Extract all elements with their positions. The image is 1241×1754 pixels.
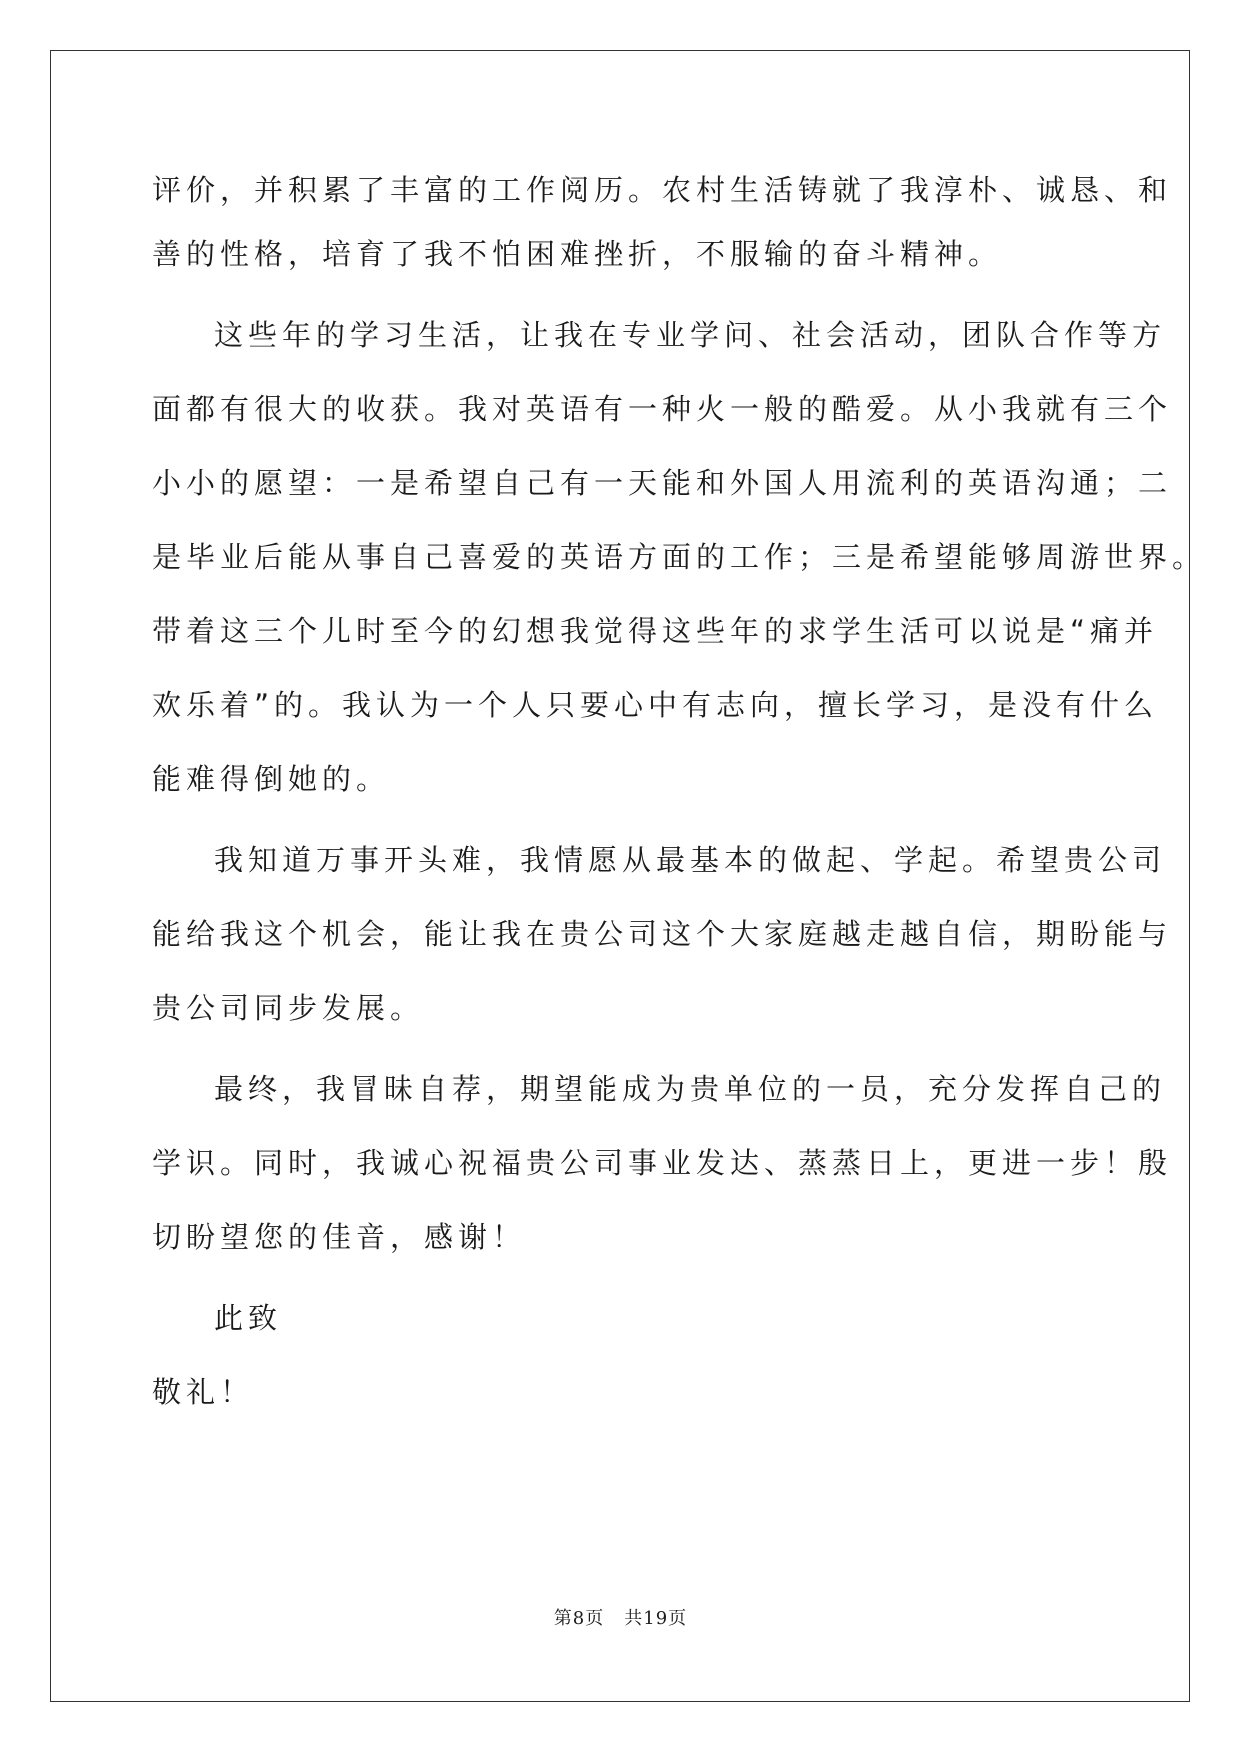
text-line: 贵公司同步发展。 [152,991,425,1025]
text-line: 是毕业后能从事自己喜爱的英语方面的工作；三是希望能够周游世界。 [152,540,1207,574]
text-line: 评价，并积累了丰富的工作阅历。农村生活铸就了我淳朴、诚恳、和 [152,173,1173,207]
closing-salutation: 此致 [214,1301,283,1335]
text-line: 善的性格，培育了我不怕困难挫折，不服输的奋斗精神。 [152,237,1003,271]
text-line: 小小的愿望：一是希望自己有一天能和外国人用流利的英语沟通；二 [152,466,1173,500]
paragraph-start-line: 我知道万事开头难，我情愿从最基本的做起、学起。希望贵公司 [214,843,1167,877]
closing-regards: 敬礼！ [152,1375,255,1409]
page-total: 共19页 [624,1608,688,1629]
page-footer [0,1608,1241,1630]
text-line: 切盼望您的佳音，感谢！ [152,1220,527,1254]
paragraph-start-line: 最终，我冒昧自荐，期望能成为贵单位的一员，充分发挥自己的 [214,1072,1167,1106]
page-number: 第8页 [553,1608,605,1629]
text-line: 能难得倒她的。 [152,762,391,796]
text-line: 学识。同时，我诚心祝福贵公司事业发达、蒸蒸日上，更进一步！殷 [152,1146,1173,1180]
text-line: 面都有很大的收获。我对英语有一种火一般的酷爱。从小我就有三个 [152,392,1173,426]
text-line: 能给我这个机会，能让我在贵公司这个大家庭越走越自信，期盼能与 [152,917,1173,951]
text-line: 带着这三个儿时至今的幻想我觉得这些年的求学生活可以说是“痛并 [152,614,1159,648]
text-line: 欢乐着”的。我认为一个人只要心中有志向，擅长学习，是没有什么 [152,688,1159,722]
paragraph-start-line: 这些年的学习生活，让我在专业学问、社会活动，团队合作等方 [214,318,1167,352]
